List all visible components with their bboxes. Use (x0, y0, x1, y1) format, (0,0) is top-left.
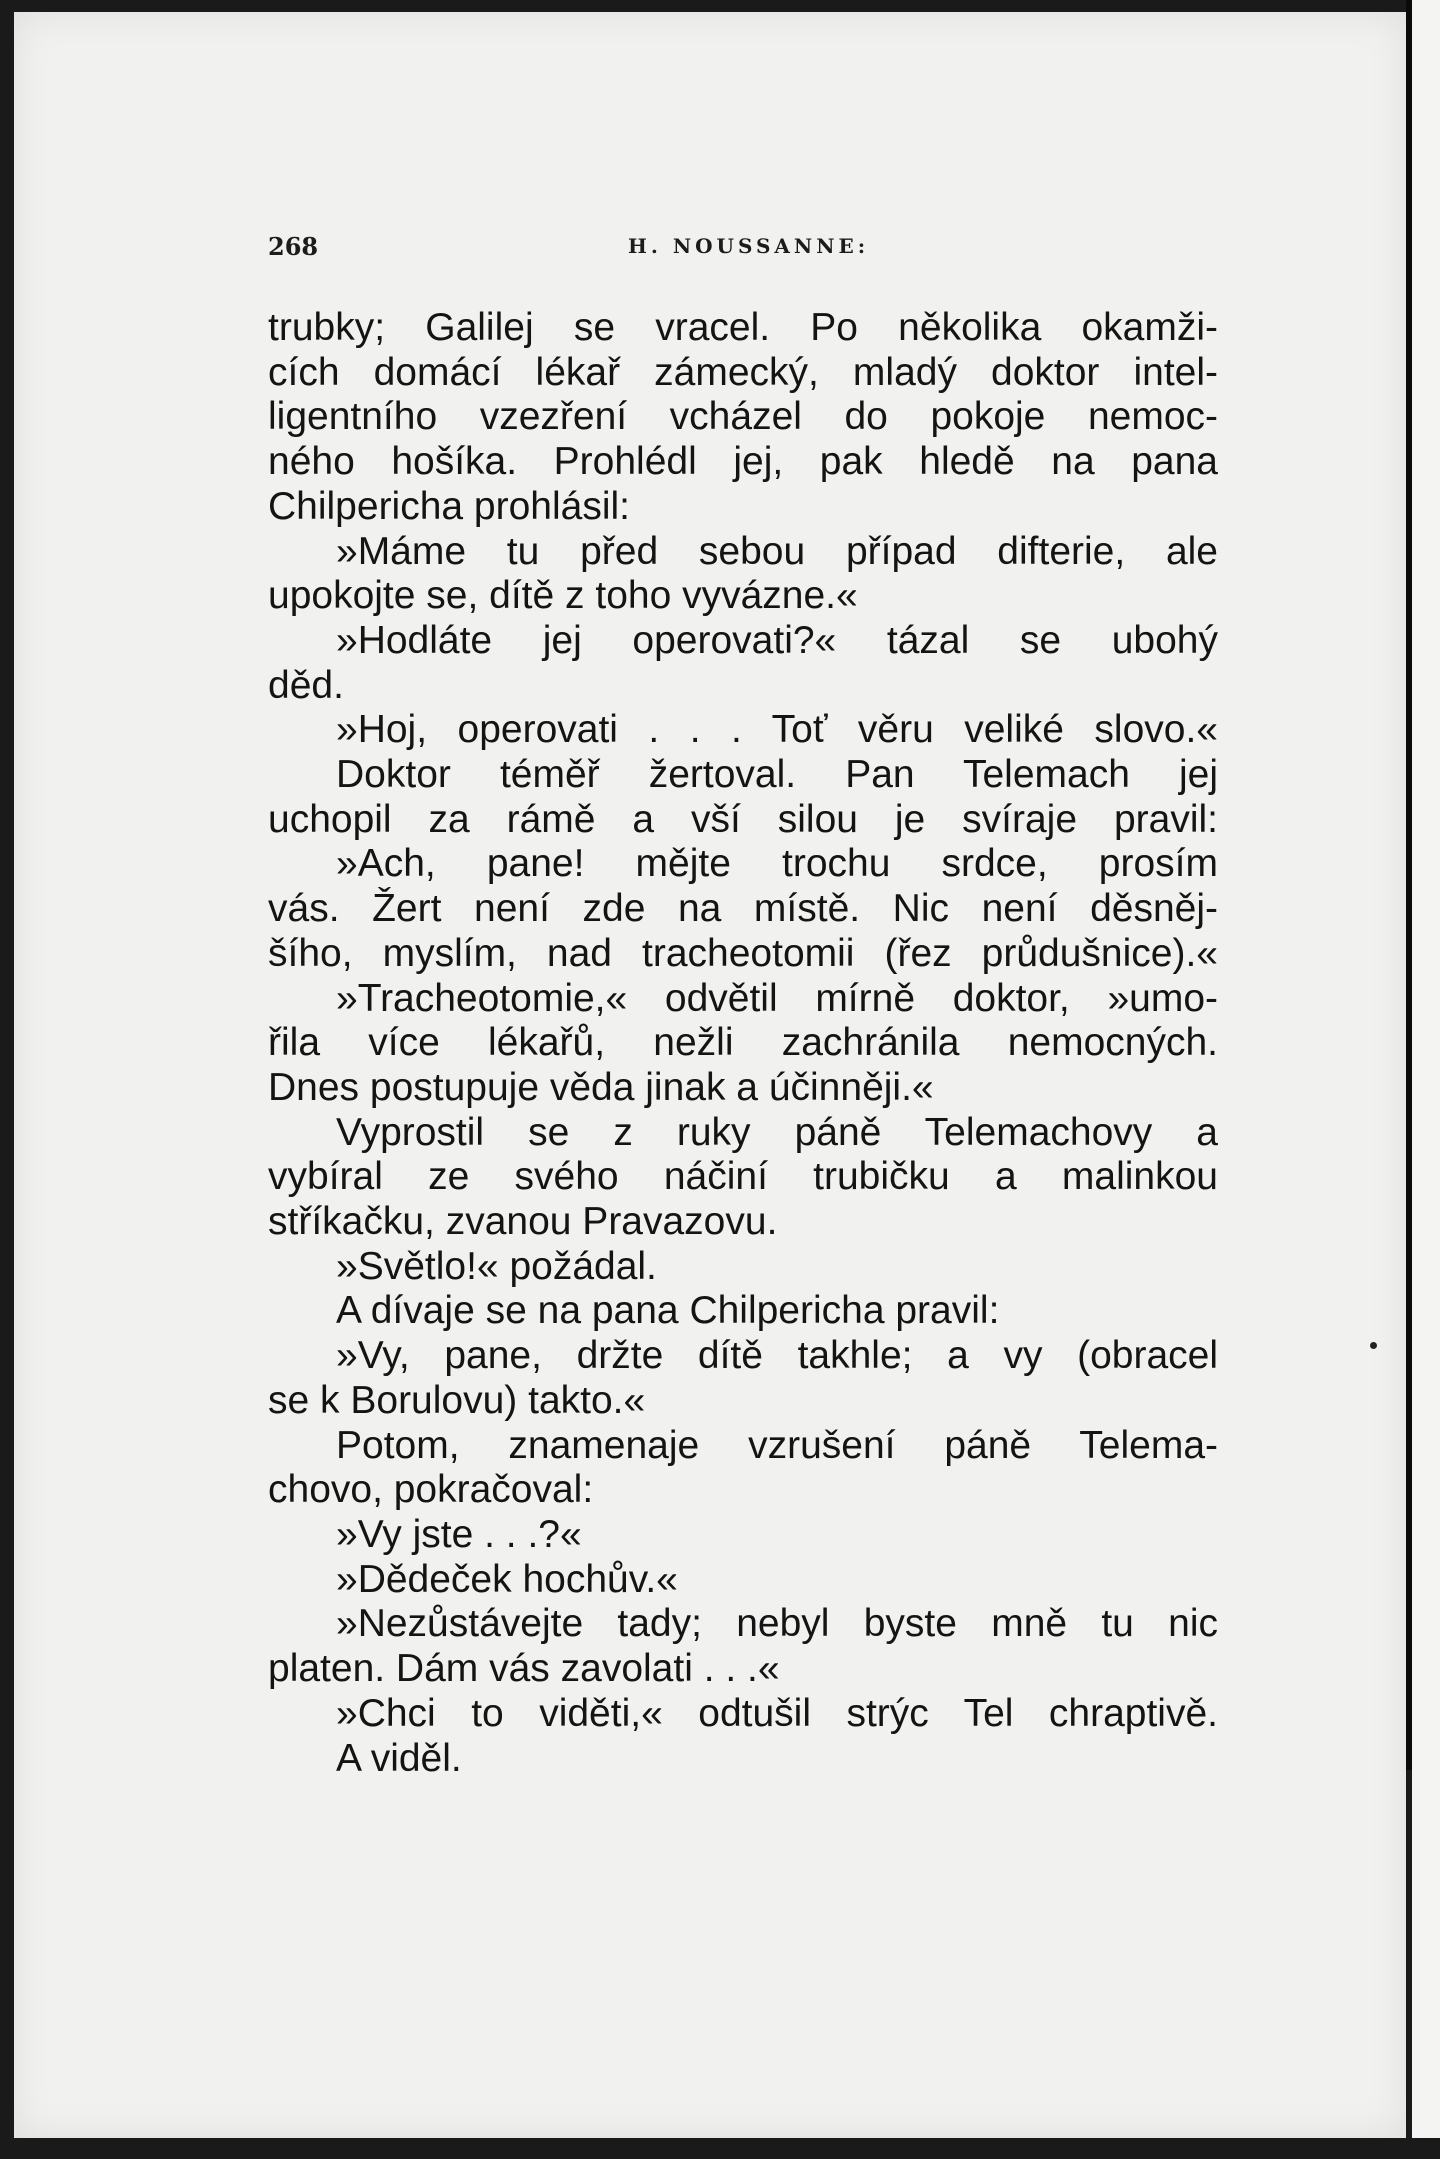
text-line: »Hoj, operovati . . . Toť věru veliké slovo.« (336, 708, 1218, 752)
text-line: »Hodláte jej operovati?« tázal se ubohý (336, 618, 1218, 662)
text-line: chovo, pokračoval: (268, 1468, 594, 1512)
text-line: vybíral ze svého náčiní trubičku a malinkou (268, 1155, 1218, 1199)
body-text (268, 306, 1218, 1781)
speck-mark (1370, 1342, 1377, 1349)
page-number: 268 (268, 232, 319, 261)
text-line: »Chci to viděti,« odtušil strýc Tel chraptivě. (336, 1691, 1218, 1735)
running-head: H. NOUSSANNE: (628, 234, 870, 258)
adjacent-page-edge (1412, 0, 1440, 2159)
text-line: trubky; Galilej se vracel. Po několika okamži- (268, 306, 1218, 349)
text-line: uchopil za rámě a vší silou je svíraje pravil: (268, 797, 1218, 841)
text-line: Doktor téměř žertoval. Pan Telemach jej (336, 753, 1218, 797)
text-line: »Vy jste . . .?« (336, 1512, 582, 1556)
text-line: děd. (268, 663, 344, 707)
scan-bottom-border (0, 2138, 1440, 2159)
text-line: cích domácí lékař zámecký, mladý doktor intel- (268, 350, 1218, 394)
text-line: se k Borulovu) takto.« (268, 1378, 646, 1422)
text-line: upokojte se, dítě z toho vyvázne.« (268, 574, 858, 618)
text-line: šího, myslím, nad tracheotomii (řez průdušnice).« (268, 931, 1218, 975)
text-line: řila více lékařů, nežli zachránila nemocných. (268, 1021, 1218, 1065)
text-line: Vyprostil se z ruky páně Telemachovy a (336, 1110, 1218, 1154)
text-line: Chilpericha prohlásil: (268, 484, 631, 528)
text-line: platen. Dám vás zavolati . . .« (268, 1647, 780, 1691)
text-line: ného hošíka. Prohlédl jej, pak hledě na pana (268, 440, 1218, 484)
text-line: ligentního vzezření vcházel do pokoje nemoc- (268, 395, 1218, 439)
page-header (268, 232, 1218, 262)
text-line: »Nezůstávejte tady; nebyl byste mně tu nic (336, 1602, 1218, 1646)
text-line: Potom, znamenaje vzrušení páně Telema- (336, 1423, 1218, 1467)
text-line: »Tracheotomie,« odvětil mírně doktor, »umo- (336, 976, 1218, 1020)
text-line: »Světlo!« požádal. (336, 1244, 657, 1288)
text-line: stříkačku, zvanou Pravazovu. (268, 1200, 778, 1244)
text-line: »Máme tu před sebou případ difterie, ale (336, 529, 1218, 573)
text-line: A dívaje se na pana Chilpericha pravil: (336, 1289, 1000, 1333)
text-line: vás. Žert není zde na místě. Nic není děsněj- (268, 887, 1218, 931)
text-line: »Vy, pane, držte dítě takhle; a vy (obracel (336, 1334, 1218, 1378)
text-line: »Dědeček hochův.« (336, 1557, 678, 1601)
text-line: »Ach, pane! mějte trochu srdce, prosím (336, 842, 1218, 886)
text-line: A viděl. (336, 1736, 462, 1780)
text-line: Dnes postupuje věda jinak a účinněji.« (268, 1065, 934, 1109)
